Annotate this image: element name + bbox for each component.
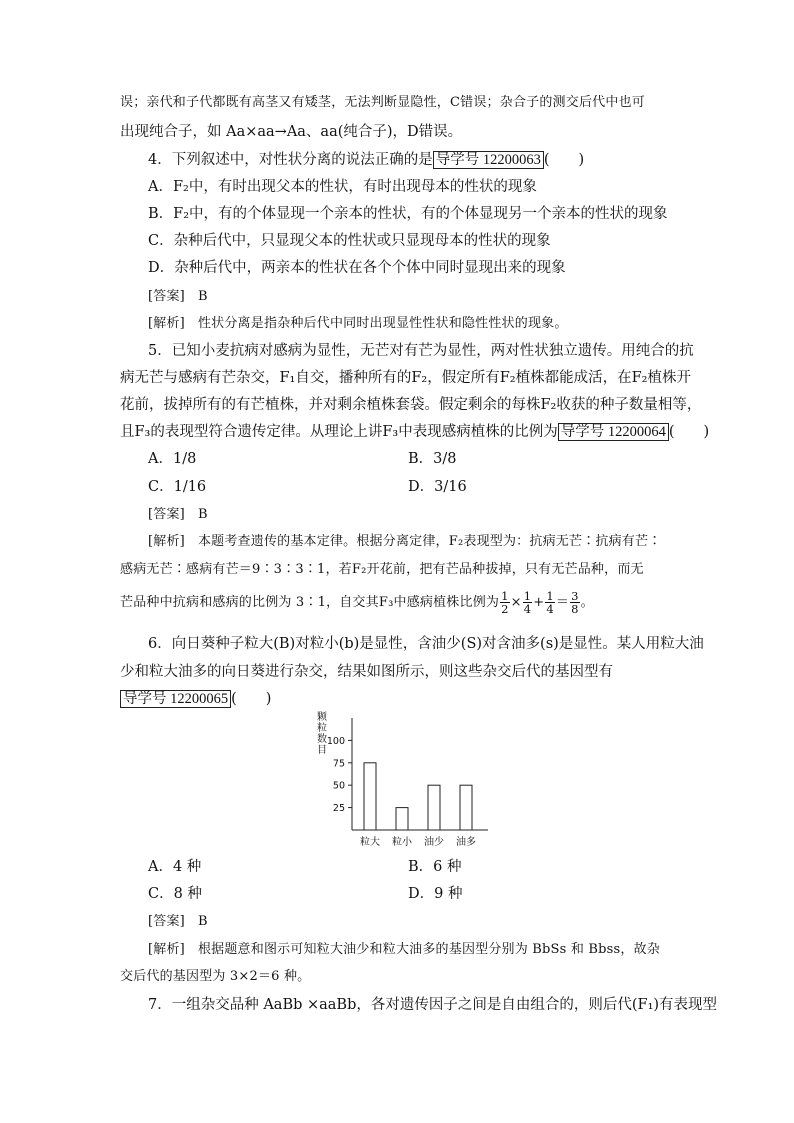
option-b: B．3/8 [408, 451, 457, 467]
analysis-line [120, 590, 594, 615]
option-b: B．F₂中，有的个体显现一个亲本的性状，有的个体显现另一个亲本的性状的现象 [148, 206, 668, 222]
y-tick-label: 25 [332, 803, 345, 815]
analysis-label: [解析] [148, 942, 185, 957]
x-category-label: 油少 [424, 837, 444, 848]
question-4-stem [148, 150, 584, 170]
text-line: 误；亲代和子代都既有高茎又有矮茎，无法判断显隐性，C错误；杂合子的测交后代中也可 [120, 95, 645, 110]
bar-chart [300, 708, 500, 858]
operator: ＝ [555, 595, 570, 610]
question-5-line: 花前，拔掉所有的有芒植株，并对剩余植株套袋。假定剩余的每株F₂收获的种子数量相等， [120, 397, 702, 413]
question-text: 且F₃的表现型符合遗传定律。从理论上讲F₃中表现感病植株的比例为 [120, 424, 558, 440]
analysis-text: 性状分离是指杂种后代中同时出现显性性状和隐性性状的现象。 [197, 316, 568, 331]
analysis-line [148, 940, 660, 960]
answer-value: B [197, 507, 208, 522]
analysis-line [148, 314, 568, 334]
answer-value: B [197, 914, 208, 929]
analysis-text: 本题考查遗传的基本定律。根据分离定律，F₂表现型为：抗病无芒∶抗病有芒∶ [197, 534, 662, 549]
fraction: $\frac{1}{2}$ [501, 589, 509, 616]
answer-label: [答案] [148, 289, 185, 304]
text-line: 出现纯合子，如 Aa×aa→Aa、aa(纯合子)，D错误。 [120, 124, 463, 140]
question-7-line: 7．一组杂交品种 AaBb ×aaBb，各对遗传因子之间是自由组合的，则后代(F₁)有表现型 [148, 997, 718, 1013]
option-a: A．4 种 [148, 859, 202, 875]
option-c: C．1/16 [148, 479, 207, 495]
analysis-label: [解析] [148, 534, 185, 549]
option-b: B．6 种 [408, 859, 462, 875]
answer-line [148, 505, 208, 525]
fraction: $\frac{3}{8}$ [571, 589, 579, 616]
y-axis-label-text: 颗粒数目 [317, 712, 327, 756]
option-a: A．F₂中，有时出现父本的性状，有时出现母本的性状的现象 [148, 179, 537, 195]
y-tick-label: 50 [332, 780, 345, 792]
option-a: A．1/8 [148, 451, 197, 467]
answer-label: [答案] [148, 914, 185, 929]
bar-3 [428, 785, 440, 830]
y-tick-label: 100 [326, 735, 345, 747]
answer-value: B [197, 289, 208, 304]
option-c: C．杂种后代中，只显现父本的性状或只显现母本的性状的现象 [148, 233, 551, 249]
option-d: D．9 种 [408, 886, 463, 902]
question-5-line: 5．已知小麦抗病对感病为显性，无芒对有芒为显性，两对性状独立遗传。用纯合的抗 [148, 343, 694, 359]
operator: × [510, 595, 522, 610]
option-c: C．8 种 [148, 886, 202, 902]
answer-line [148, 912, 208, 932]
bar-1 [364, 763, 376, 830]
bar-4 [460, 785, 472, 830]
answer-paren: ( ) [231, 691, 272, 707]
bar-2 [396, 808, 408, 830]
y-axis-label [317, 711, 328, 756]
answer-paren: ( ) [668, 424, 710, 440]
analysis-text: 根据题意和图示可知粒大油少和粒大油多的基因型分别为 BbSs 和 Bbss，故杂 [197, 942, 661, 957]
answer-label: [答案] [148, 507, 185, 522]
question-5-line: 病无芒与感病有芒杂交，F₁自交，播种所有的F₂，假定所有F₂植株都能成活，在F₂植株开 [120, 370, 691, 386]
answer-paren: ( ) [543, 152, 585, 168]
x-category-label: 粒小 [392, 837, 412, 848]
y-tick-label: 75 [332, 758, 345, 770]
guide-number-link[interactable]: 导学号 12200063 [433, 151, 544, 169]
option-d: D．杂种后代中，两亲本的性状在各个个体中同时显现出来的现象 [148, 260, 566, 276]
question-text: 4．下列叙述中，对性状分离的说法正确的是 [148, 152, 433, 168]
guide-number-link[interactable]: 导学号 12200065 [120, 690, 231, 708]
question-6-stem-end [120, 689, 271, 709]
x-category-label: 油多 [456, 837, 476, 848]
guide-number-link[interactable]: 导学号 12200064 [558, 423, 669, 441]
question-5-stem-end [120, 422, 709, 442]
question-6-line: 少和粒大油多的向日葵进行杂交，结果如图所示，则这些杂交后代的基因型有 [120, 664, 613, 680]
answer-line [148, 287, 208, 307]
question-6-line: 6．向日葵种子粒大(B)对粒小(b)是显性，含油少(S)对含油多(s)是显性。某人用粒大油 [148, 636, 704, 652]
analysis-line: 交后代的基因型为 3×2＝6 种。 [120, 969, 311, 984]
operator: + [533, 595, 545, 610]
fraction: $\frac{1}{4}$ [546, 589, 554, 616]
analysis-label: [解析] [148, 316, 185, 331]
analysis-line [148, 532, 661, 552]
analysis-line: 感病无芒∶感病有芒＝9∶3∶3∶1，若F₂开花前，把有芒品种拔掉，只有无芒品种，而无 [120, 562, 644, 577]
analysis-text: 芒品种中抗病和感病的比例为 3∶1，自交其F₃中感病植株比例为 [120, 595, 500, 610]
x-category-label: 粒大 [360, 837, 380, 848]
fraction: $\frac{1}{4}$ [523, 589, 532, 616]
option-d: D．3/16 [408, 479, 467, 495]
period: 。 [580, 595, 594, 610]
